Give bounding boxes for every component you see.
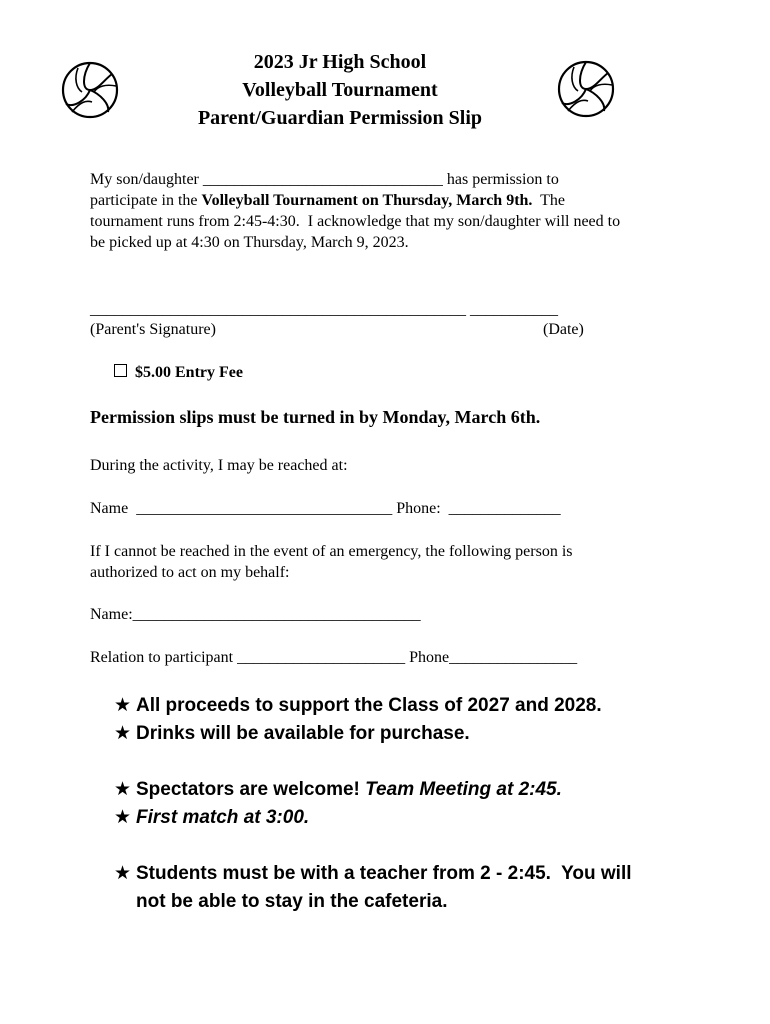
date-label: (Date): [543, 321, 584, 338]
bullet-students-continued: [114, 888, 734, 916]
bullet-spectators: [114, 776, 734, 804]
deadline-notice: Permission slips must be turned in by Monday, March 6th.: [90, 407, 541, 427]
bullet-group-1: [114, 692, 734, 748]
volleyball-icon: [60, 60, 120, 120]
relation-phone-field-line[interactable]: Relation to participant _____________________ Phone________________: [90, 649, 578, 666]
title-line-1: 2023 Jr High School: [253, 51, 427, 73]
bullet-first-match: [114, 804, 734, 832]
title-line-3: Parent/Guardian Permission Slip: [197, 107, 483, 129]
bullet-students: [114, 860, 734, 888]
star-icon: ★: [114, 779, 132, 800]
emergency-text: [90, 541, 572, 583]
paragraph-line-1: My son/daughter ______________________________ has permission to: [90, 171, 559, 188]
checkbox-icon[interactable]: [114, 364, 127, 377]
page-title: [140, 48, 540, 132]
bullet-students-line-1: Students must be with a teacher from 2 - 2:45. You will: [136, 863, 632, 884]
tournament-date-bold: Volleyball Tournament on Thursday, March 9th.: [201, 192, 533, 209]
permission-paragraph: [90, 169, 690, 253]
star-icon: ★: [114, 807, 132, 828]
name-phone-field-line[interactable]: Name ________________________________ Phone: ______________: [90, 500, 561, 517]
paragraph-line-2: [90, 190, 690, 211]
parent-signature-label: (Parent's Signature): [90, 321, 216, 338]
paragraph-line-4: be picked up at 4:30 on Thursday, March 9, 2023.: [90, 234, 409, 251]
emergency-line-2: authorized to act on my behalf:: [90, 564, 290, 581]
paragraph-line-3: tournament runs from 2:45-4:30. I acknowledge that my son/daughter will need to: [90, 213, 621, 230]
bullet-proceeds-text: All proceeds to support the Class of 2027 and 2028.: [136, 695, 602, 716]
volleyball-icon: [556, 59, 616, 119]
star-icon: ★: [114, 723, 132, 744]
star-icon: ★: [114, 863, 132, 884]
bullet-drinks: [114, 720, 734, 748]
emergency-name-field-line[interactable]: Name:____________________________________: [90, 606, 421, 623]
emergency-line-1: If I cannot be reached in the event of an emergency, the following person is: [90, 543, 573, 560]
bullet-proceeds: [114, 692, 734, 720]
bullet-students-line-2: not be able to stay in the cafeteria.: [136, 891, 448, 912]
reach-text: During the activity, I may be reached at:: [90, 457, 348, 474]
bullet-group-3: [114, 860, 734, 916]
entry-fee-label: $5.00 Entry Fee: [135, 364, 243, 381]
title-line-2: Volleyball Tournament: [242, 79, 438, 101]
signature-line[interactable]: _______________________________________________ ___________: [90, 301, 558, 318]
paragraph-line-2-end: The: [532, 192, 566, 209]
entry-fee: [114, 363, 243, 383]
bullet-drinks-text: Drinks will be available for purchase.: [136, 723, 470, 744]
first-match-text: First match at 3:00.: [136, 807, 310, 828]
team-meeting-text: Team Meeting at 2:45.: [365, 779, 562, 800]
bullet-spectators-text: Spectators are welcome!: [136, 779, 366, 800]
paragraph-line-2-start: participate in the: [90, 192, 202, 209]
bullet-group-2: [114, 776, 734, 832]
star-icon: ★: [114, 695, 132, 716]
